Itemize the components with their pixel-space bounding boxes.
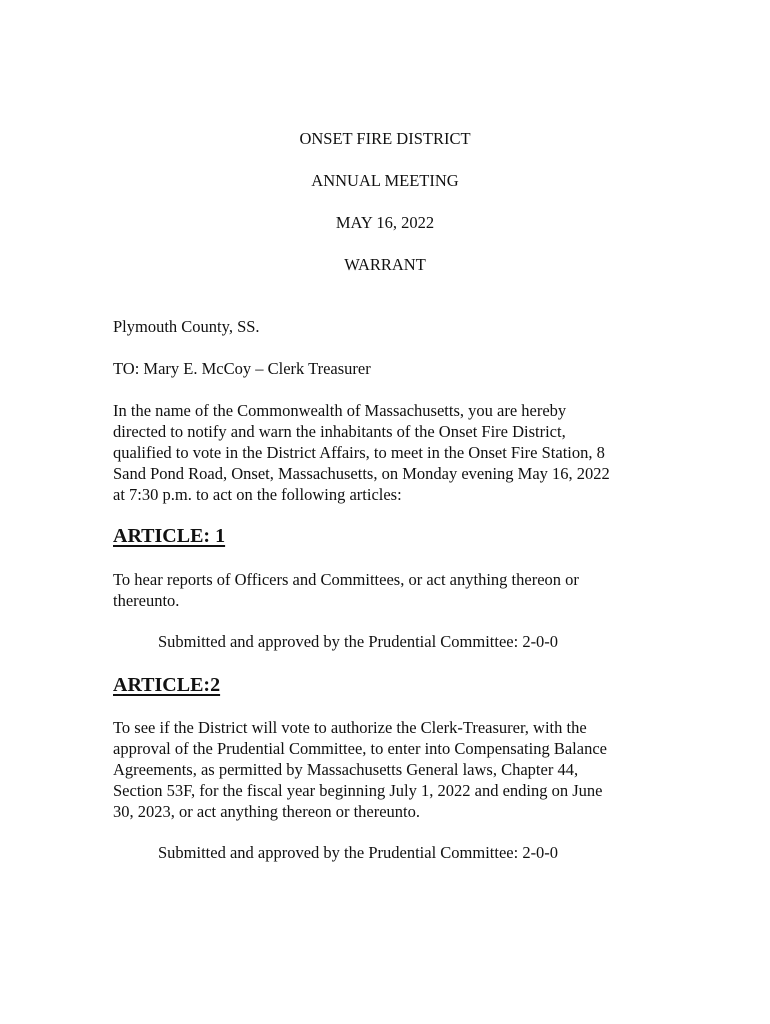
intro-line: In the name of the Commonwealth of Massachusetts, you are hereby xyxy=(113,401,567,420)
article-2-body xyxy=(113,717,653,822)
warrant-title: WARRANT xyxy=(344,255,426,274)
article-1-line: To hear reports of Officers and Committees, or act anything thereon or xyxy=(113,570,579,589)
article-2-heading: ARTICLE:2 xyxy=(113,674,221,696)
article-1-submitted: Submitted and approved by the Prudential Committee: 2-0-0 xyxy=(158,632,559,651)
article-2-line: 30, 2023, or act anything thereon or thereunto. xyxy=(113,802,420,821)
article-1-body xyxy=(113,569,653,611)
intro-line: directed to notify and warn the inhabitants of the Onset Fire District, xyxy=(113,422,566,441)
article-2-line: Agreements, as permitted by Massachusetts General laws, Chapter 44, xyxy=(113,760,579,779)
article-1-heading: ARTICLE: 1 xyxy=(113,525,226,547)
article-2-line: Section 53F, for the fiscal year beginning July 1, 2022 and ending on June xyxy=(113,781,603,800)
article-2-line: approval of the Prudential Committee, to enter into Compensating Balance xyxy=(113,739,607,758)
meeting-date: MAY 16, 2022 xyxy=(335,213,435,232)
county-line: Plymouth County, SS. xyxy=(113,317,260,336)
addressee-line: TO: Mary E. McCoy – Clerk Treasurer xyxy=(113,359,371,378)
meeting-title: ANNUAL MEETING xyxy=(311,171,459,190)
article-2-submitted: Submitted and approved by the Prudential Committee: 2-0-0 xyxy=(158,843,559,862)
intro-line: Sand Pond Road, Onset, Massachusetts, on Monday evening May 16, 2022 xyxy=(113,464,610,483)
intro-paragraph xyxy=(113,400,653,505)
district-title: ONSET FIRE DISTRICT xyxy=(299,129,471,148)
article-2-line: To see if the District will vote to authorize the Clerk-Treasurer, with the xyxy=(113,718,587,737)
article-1-line: thereunto. xyxy=(113,591,180,610)
intro-line: qualified to vote in the District Affairs, to meet in the Onset Fire Station, 8 xyxy=(113,443,605,462)
intro-line: at 7:30 p.m. to act on the following articles: xyxy=(113,485,402,504)
